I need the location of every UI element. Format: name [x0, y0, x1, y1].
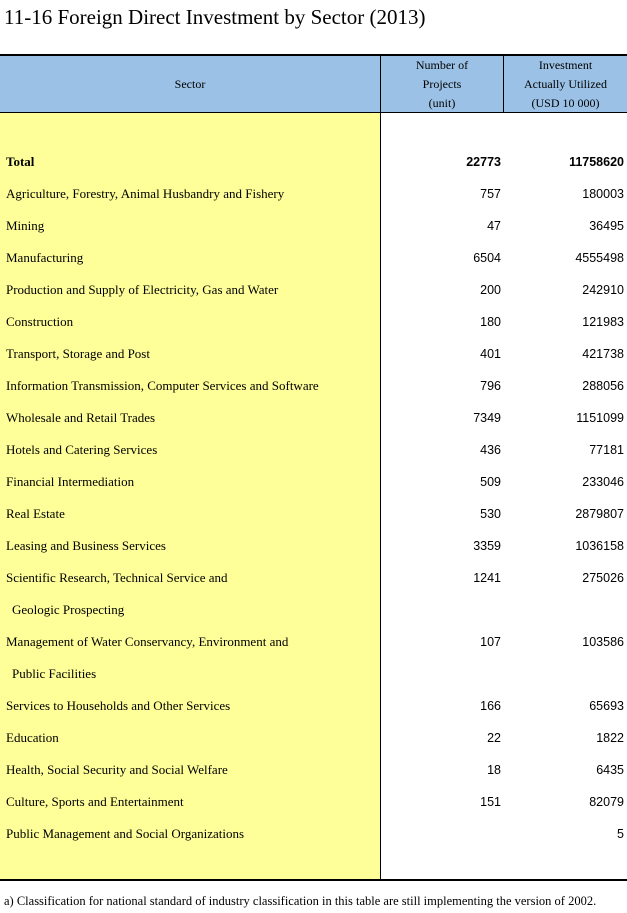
sector-name: Scientific Research, Technical Service and — [6, 570, 228, 585]
header-investment — [504, 56, 627, 112]
sector-name: Wholesale and Retail Trades — [6, 410, 156, 425]
sector-name: Services to Households and Other Services — [6, 698, 231, 713]
investment-value: 77181 — [589, 443, 624, 457]
projects-value: 151 — [480, 795, 501, 809]
total-row — [0, 152, 627, 184]
sector-name-continuation: Public Facilities — [12, 666, 97, 681]
projects-value: 7349 — [473, 411, 501, 425]
table-row — [0, 696, 627, 728]
sector-name: Leasing and Business Services — [6, 538, 166, 553]
sector-name: Financial Intermediation — [6, 474, 135, 489]
sector-name: Agriculture, Forestry, Animal Husbandry and Fishery — [6, 186, 285, 201]
footnote: a) Classification for national standard of industry classification in this table are still implementing the version of 2002. — [4, 894, 597, 908]
sector-name: Construction — [6, 314, 74, 329]
investment-value: 421738 — [582, 347, 624, 361]
projects-value: 18 — [487, 763, 501, 777]
investment-value: 82079 — [589, 795, 624, 809]
header-investment-line: Investment — [538, 57, 593, 72]
table-row — [0, 728, 627, 760]
projects-value: 6504 — [473, 251, 501, 265]
header-investment-line: Actually Utilized — [524, 76, 607, 91]
table-row — [0, 216, 627, 248]
projects-value: 47 — [487, 219, 501, 233]
projects-value: 530 — [480, 507, 501, 521]
table-row — [0, 792, 627, 824]
table-row — [0, 440, 627, 472]
sector-name: Education — [6, 730, 59, 745]
investment-value: 65693 — [589, 699, 624, 713]
table-row — [0, 344, 627, 376]
projects-value: 796 — [480, 379, 501, 393]
projects-value: 509 — [480, 475, 501, 489]
projects-value: 180 — [480, 315, 501, 329]
table-row — [0, 568, 627, 600]
sector-name: Production and Supply of Electricity, Gas and Water — [6, 282, 279, 297]
page-title: 11-16 Foreign Direct Investment by Sector (2013) — [4, 5, 426, 29]
table-row — [0, 312, 627, 344]
investment-value: 180003 — [582, 187, 624, 201]
table-row — [0, 632, 627, 664]
sector-name: Real Estate — [6, 506, 65, 521]
projects-value: 107 — [480, 635, 501, 649]
investment-value: 36495 — [589, 219, 624, 233]
projects-value: 22773 — [466, 155, 501, 169]
projects-value: 166 — [480, 699, 501, 713]
table-row — [0, 504, 627, 536]
investment-value: 2879807 — [575, 507, 624, 521]
sector-name: Manufacturing — [6, 250, 84, 265]
sector-name: Culture, Sports and Entertainment — [6, 794, 184, 809]
investment-value: 121983 — [582, 315, 624, 329]
projects-value: 1241 — [473, 571, 501, 585]
table-row — [0, 280, 627, 312]
table-bottom-rule — [0, 879, 627, 881]
header-sector — [0, 56, 380, 112]
investment-table — [0, 54, 627, 880]
investment-value: 103586 — [582, 635, 624, 649]
projects-value: 436 — [480, 443, 501, 457]
sector-name: Management of Water Conservancy, Environment and — [6, 634, 289, 649]
projects-value: 401 — [480, 347, 501, 361]
sector-name-continuation: Geologic Prospecting — [12, 602, 125, 617]
investment-value: 5 — [617, 827, 624, 841]
investment-value: 4555498 — [575, 251, 624, 265]
investment-value: 11758620 — [569, 155, 624, 169]
investment-value: 6435 — [596, 763, 624, 777]
projects-value: 757 — [480, 187, 501, 201]
sector-name: Information Transmission, Computer Services and Software — [6, 378, 319, 393]
projects-value: 200 — [480, 283, 501, 297]
sector-name: Hotels and Catering Services — [6, 442, 158, 457]
header-investment-line: (USD 10 000) — [531, 95, 600, 110]
sector-name: Health, Social Security and Social Welfare — [6, 762, 228, 777]
table-row — [0, 760, 627, 792]
investment-value: 1822 — [596, 731, 624, 745]
investment-value: 275026 — [582, 571, 624, 585]
sector-name: Mining — [6, 218, 45, 233]
table-row — [0, 472, 627, 504]
sector-name: Public Management and Social Organizations — [6, 826, 245, 841]
investment-value: 1036158 — [575, 539, 624, 553]
header-projects-line: (unit) — [428, 95, 456, 110]
header-sector-label: Sector — [174, 76, 206, 91]
table-row — [0, 184, 627, 216]
projects-value: 22 — [487, 731, 501, 745]
header-projects — [381, 56, 503, 112]
table-row — [0, 824, 627, 856]
header-projects-line: Number of — [415, 57, 469, 72]
sector-name: Total — [6, 154, 35, 169]
projects-value: 3359 — [473, 539, 501, 553]
table-row — [0, 376, 627, 408]
investment-value: 1151099 — [576, 411, 624, 425]
table-row — [0, 248, 627, 280]
table-row — [0, 536, 627, 568]
sector-name: Transport, Storage and Post — [6, 346, 150, 361]
header-projects-line: Projects — [422, 76, 462, 91]
investment-value: 233046 — [582, 475, 624, 489]
investment-value: 242910 — [582, 283, 624, 297]
table-row — [0, 408, 627, 440]
investment-value: 288056 — [582, 379, 624, 393]
